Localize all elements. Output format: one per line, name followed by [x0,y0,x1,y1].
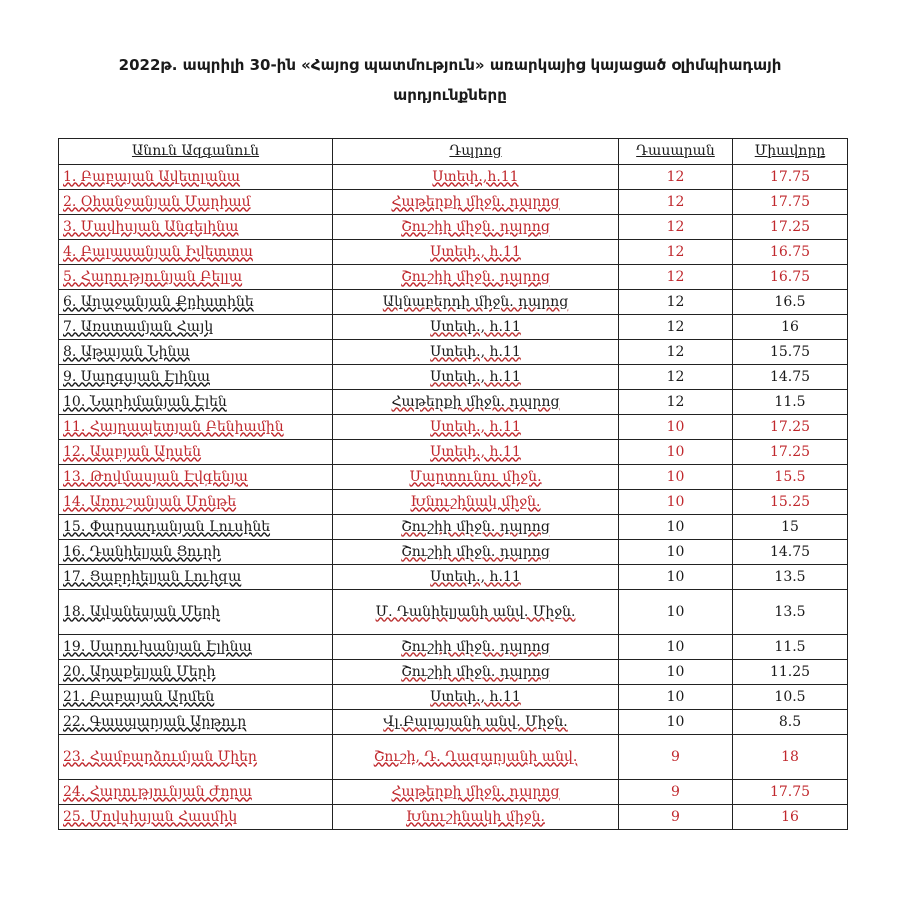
header-grade: Դասարան [619,139,733,165]
cell-score: 11.5 [733,390,848,415]
table-row [59,440,848,465]
cell-score: 13.5 [733,590,848,635]
cell-grade: 10 [619,540,733,565]
cell-school: Շուշիի միջն. դպրոց [333,660,619,685]
participant-name: 20. Արաքելյան Մերի [63,663,216,680]
cell-name [59,515,333,540]
cell-grade: 10 [619,710,733,735]
cell-grade: 12 [619,190,733,215]
cell-score: 15.25 [733,490,848,515]
participant-name: 7. Առստամյան Հայկ [63,318,214,335]
participant-name: 16. Դանիելյան Ցուրի [63,543,221,560]
cell-school: Ստեփ., h.11 [333,340,619,365]
cell-school: Ստեփ., h.11 [333,240,619,265]
cell-grade: 10 [619,515,733,540]
cell-name [59,565,333,590]
cell-grade: 12 [619,165,733,190]
participant-name: 1. Բաբայան Ավետլանա [63,168,241,185]
cell-name [59,440,333,465]
participant-name: 10. Նարիմանյան Էլեն [63,393,227,410]
cell-grade: 12 [619,290,733,315]
cell-grade: 9 [619,805,733,830]
table-row [59,240,848,265]
cell-score: 18 [733,735,848,780]
results-table [58,138,848,830]
cell-name [59,240,333,265]
participant-name: 22. Գասպարյան Արթուր [63,713,247,730]
participant-name: 8. Աթայան Նինա [63,343,190,360]
table-row [59,215,848,240]
header-school: Դպրոց [333,139,619,165]
cell-score: 8.5 [733,710,848,735]
table-row [59,590,848,635]
cell-school: Ակնաբերդի միջն. դպրոց [333,290,619,315]
cell-school: Ստեփ., h.11 [333,415,619,440]
table-row [59,780,848,805]
participant-name: 13. Թովմասյան Էվգենյա [63,468,248,485]
cell-school: Մ. Դանիելյանի անվ. Միջն. [333,590,619,635]
cell-name [59,215,333,240]
cell-score: 14.75 [733,540,848,565]
cell-school: Խնուշինակի միջն. [333,805,619,830]
table-row [59,390,848,415]
cell-grade: 10 [619,565,733,590]
cell-score: 17.25 [733,440,848,465]
cell-school: Մարտունու միջն. [333,465,619,490]
cell-score: 15.75 [733,340,848,365]
header-score: Միավորը [733,139,848,165]
cell-school: Հաթերքի միջն. դպրոց [333,780,619,805]
table-row [59,710,848,735]
cell-grade: 10 [619,415,733,440]
cell-school: Շուշիի միջն. դպրոց [333,635,619,660]
participant-name: 5. Հարությունյան Բելլա [63,268,243,285]
participant-name: 11. Հայրապետյան Բենիամին [63,418,284,435]
cell-name [59,165,333,190]
cell-score: 17.75 [733,780,848,805]
cell-school: Ստեփ., h.11 [333,440,619,465]
cell-name [59,805,333,830]
cell-score: 16 [733,805,848,830]
table-row [59,315,848,340]
participant-name: 15. Փարսադանյան Լուսինե [63,518,271,535]
table-row [59,635,848,660]
cell-name [59,710,333,735]
cell-name [59,490,333,515]
cell-name [59,265,333,290]
participant-name: 12. Աաբյան Արսեն [63,443,202,460]
table-row [59,165,848,190]
participant-name: 18. Ավանեսյան Մերի [63,603,221,620]
participant-name: 6. Աղաջանյան Քրիստինե [63,293,254,310]
participant-name: 3. Մավիսյան Անգելինա [63,218,239,235]
cell-grade: 10 [619,635,733,660]
cell-score: 17.25 [733,215,848,240]
cell-score: 17.75 [733,165,848,190]
cell-grade: 10 [619,660,733,685]
cell-grade: 12 [619,340,733,365]
table-row [59,685,848,710]
participant-name: 9. Սարգսյան Էլինա [63,368,210,385]
cell-grade: 12 [619,390,733,415]
table-row [59,805,848,830]
cell-grade: 9 [619,780,733,805]
cell-grade: 10 [619,490,733,515]
cell-school: Շուշիի միջն. դպրոց [333,515,619,540]
cell-score: 15 [733,515,848,540]
cell-name [59,780,333,805]
cell-grade: 12 [619,315,733,340]
cell-school: Շուշիի միջն. դպրոց [333,215,619,240]
cell-name [59,390,333,415]
participant-name: 14. Առուշանյան Մոնթե [63,493,237,510]
cell-name [59,540,333,565]
cell-name [59,365,333,390]
cell-school: Շուշի, Դ. Ղազարյանի անվ. [333,735,619,780]
participant-name: 23. Համբարձումյան Միեր [63,748,257,765]
table-row [59,415,848,440]
table-row [59,365,848,390]
cell-score: 17.75 [733,190,848,215]
cell-name [59,635,333,660]
cell-school: Ստեփ.,h.11 [333,165,619,190]
participant-name: 24. Հարությունյան Ժորա [63,783,252,800]
participant-name: 25. Մովսիսյան Հասմիկ [63,808,238,825]
header-name: Անուն Ազգանուն [59,139,333,165]
cell-name [59,590,333,635]
cell-school: Ստեփ., h.11 [333,685,619,710]
table-header-row [59,139,848,165]
cell-school: Հաթերքի միջն. դպրոց [333,190,619,215]
cell-grade: 12 [619,240,733,265]
cell-grade: 10 [619,440,733,465]
cell-score: 11.5 [733,635,848,660]
document-title [60,50,840,110]
table-row [59,735,848,780]
participant-name: 21. Բաբայան Արմեն [63,688,215,705]
table-row [59,565,848,590]
cell-score: 16.75 [733,265,848,290]
cell-score: 15.5 [733,465,848,490]
participant-name: 4. Բալասանյան Իվետտա [63,243,253,260]
cell-score: 11.25 [733,660,848,685]
table-row [59,465,848,490]
cell-name [59,340,333,365]
cell-name [59,315,333,340]
participant-name: 19. Սարուխանյան Էլինա [63,638,252,655]
cell-grade: 10 [619,685,733,710]
table-row [59,290,848,315]
cell-grade: 10 [619,465,733,490]
cell-school: Ստեփ., h.11 [333,565,619,590]
cell-score: 16.75 [733,240,848,265]
cell-score: 16 [733,315,848,340]
table-row [59,340,848,365]
cell-name [59,290,333,315]
cell-name [59,685,333,710]
participant-name: 2. Օհանջանյան Մարիամ [63,193,251,210]
cell-school: Ստեփ., h.11 [333,365,619,390]
cell-grade: 12 [619,265,733,290]
table-row [59,265,848,290]
cell-school: Վլ.Բալայանի անվ. Միջն. [333,710,619,735]
cell-score: 14.75 [733,365,848,390]
cell-school: Շուշիի միջն. դպրոց [333,540,619,565]
cell-school: Հաթերքի միջն. դպրոց [333,390,619,415]
table-row [59,660,848,685]
cell-grade: 12 [619,365,733,390]
cell-name [59,415,333,440]
title-line-1: 2022թ. ապրիլի 30-ին «Հայոց պատմություն» առարկայից կայացած օլիմպիադայի [118,56,782,74]
cell-name [59,660,333,685]
cell-grade: 12 [619,215,733,240]
cell-grade: 10 [619,590,733,635]
cell-score: 17.25 [733,415,848,440]
cell-grade: 9 [619,735,733,780]
cell-school: Շուշիի միջն. դպրոց [333,265,619,290]
title-line-2: արդյունքները [393,86,507,104]
cell-name [59,465,333,490]
cell-name [59,190,333,215]
cell-score: 16.5 [733,290,848,315]
table-row [59,515,848,540]
cell-score: 10.5 [733,685,848,710]
cell-score: 13.5 [733,565,848,590]
table-row [59,540,848,565]
table-body [59,165,848,830]
table-row [59,190,848,215]
cell-school: Ստեփ., h.11 [333,315,619,340]
table-row [59,490,848,515]
cell-name [59,735,333,780]
participant-name: 17. Ցաբրիելյան Լուիզա [63,568,242,585]
cell-school: Խնուշինակ միջն. [333,490,619,515]
